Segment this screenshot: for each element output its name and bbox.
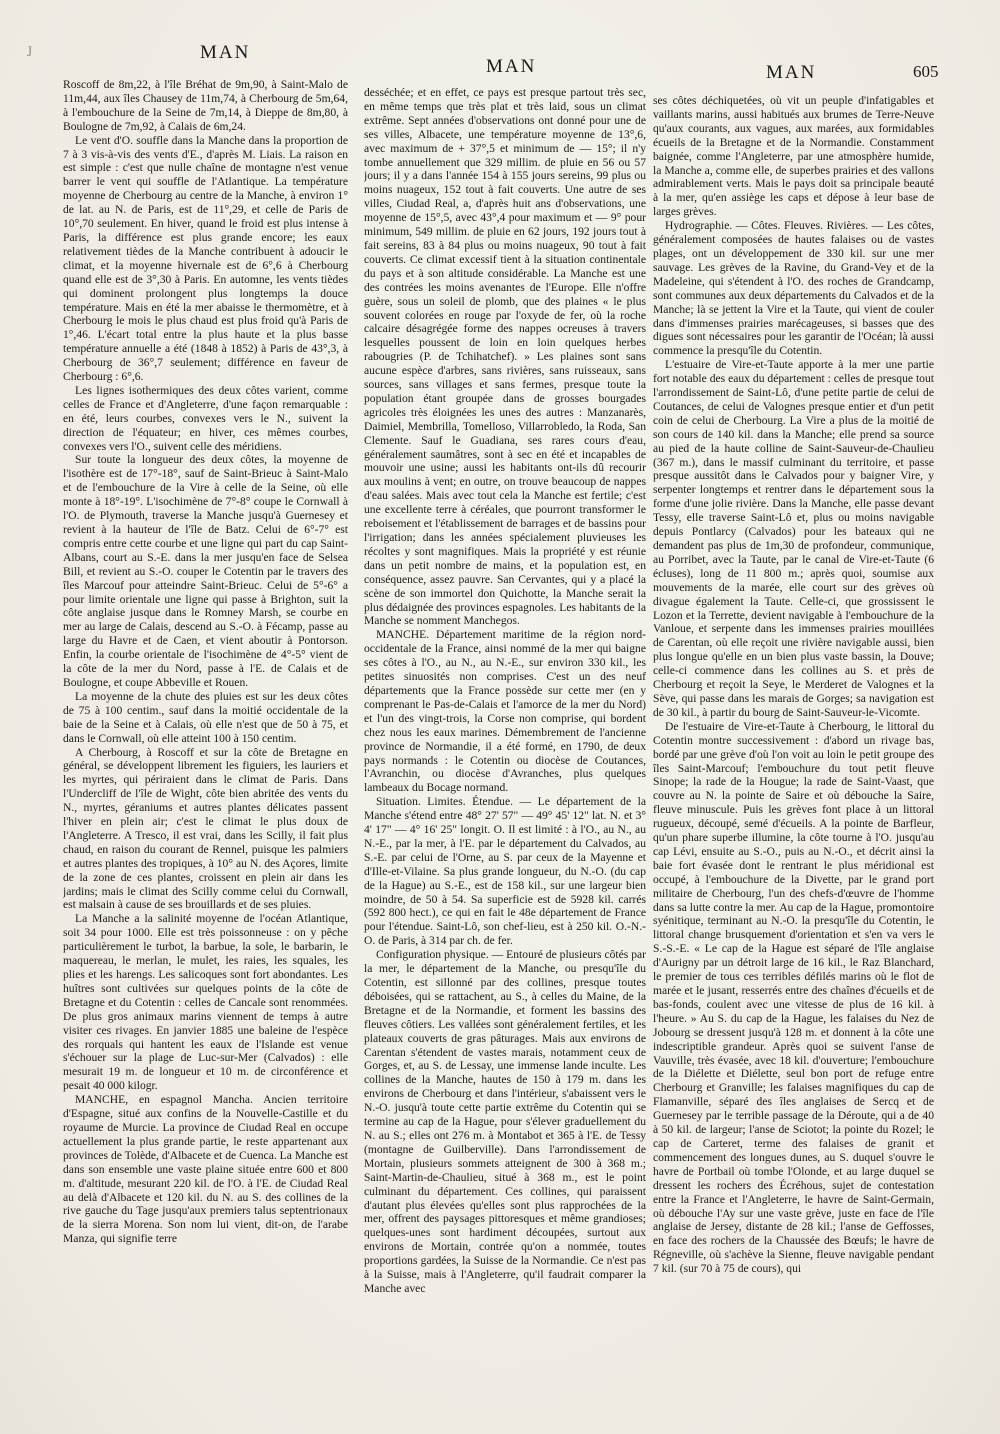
text-column-2 [364,86,646,1396]
paragraph: Sur toute la longueur des deux côtes, la moyenne de l'isothère est de 17°-18°, sauf de Saint-Brieuc à Saint-Malo et de l'embouchure de la Vire à celle de la Seine, où elle monte à 18°-19°. L'isochimène de 7°-8° coupe le Cornwall à l'O. de Plymouth, traverse la Manche jusqu'à Guernesey et revient à la hauteur de l'île de Batz. Celui de 6°-7° est compris entre cette courbe et une ligne qui part du cap Saint-Albans, court au S.-E. dans la mer jusqu'en face de Selsea Bill, et revient au S.-O. couper le Cotentin par le travers des îles Marcouf pour atteindre Saint-Brieuc. Celui de 5°-6° a pour limite orientale une ligne qui passe à Brighton, suit la côte anglaise jusque dans le Romney Marsh, se courbe en mer au large de Calais, descend au S.-O. à Fécamp, passe au large du Havre et de Caen, et vient aboutir à Pontorson. Enfin, la courbe orientale de l'isochimène de 4°-5° vient de la côte de la mer du Nord, passe à l'E. de Calais et de Boulogne, et coupe Abbeville et Rouen. [63,453,348,689]
running-head-left: MAN [200,42,251,63]
paragraph: A Cherbourg, à Roscoff et sur la côte de Bretagne en général, se développent librement les figuiers, les lauriers et les myrtes, qui périraient dans le climat de Paris. Dans l'Undercliff de l'île de Wight, côte bien abritée des vents du N., myrtes, géraniums et autres plantes délicates passent l'hiver en plein air; c'est le climat le plus doux de l'Angleterre. A Tresco, il est vrai, dans les Scilly, il fait plus chaud, en raison du courant de Rennel, puisque les palmiers et autres plantes des tropiques, à 10° au N. des Açores, limite de la zone de ces plantes, croissent en plein air dans les jardins; mais le climat des Scilly comme celui du Cornwall, est malsain à cause de ses brouillards et de ses pluies. [63,745,348,912]
paragraph: De l'estuaire de Vire-et-Taute à Cherbourg, le littoral du Cotentin montre successivement : d'abord un rivage bas, bordé par une grève d'où l'on voit au loin le petit groupe des îles Saint-Marcouf; l'embouchure du tout petit fleuve Sinope; la rade de la Hougue; la rade de Saint-Vaast, que couvre au N. la pointe de Saire et où débouche la Saire, fleuve minuscule. Puis les grèves font place à un littoral rugueux, découpé, semé d'écueils. A la pointe de Barfleur, qu'un phare superbe illumine, la côte tourne à l'O. jusqu'au cap Lévi, ensuite au S.-O., puis au N.-O., et décrit ainsi la baie fort évasée dont le rentrant le plus méridional est occupé, à l'embouchure de la Divette, par le grand port militaire de Cherbourg, l'un des chefs-d'œuvre de l'homme dans sa lutte contre la mer. Au cap de la Hague, promontoire syénitique, terminant au N.-O. la presqu'île du Cotentin, le littoral change brusquement d'orientation et s'en va vers le S.-S.-E. « Le cap de la Hague est séparé de l'île anglaise d'Aurigny par un détroit large de 16 kil., le Raz Blanchard, le premier de tous ces terribles défilés marins où le flot de marée et le jusant, resserrés entre des chaînes d'écueils et de bas-fonds, coulent avec une vitesse de plus de 16 kil. à l'heure. » Au S. du cap de la Hague, les falaises du Nez de Jobourg se dressent jusqu'à 128 m. et donnent à la côte une indescriptible grandeur. Après quoi se suivent l'anse de Vauville, très évasée, avec 18 kil. d'ouverture; l'embouchure de la Diélette et Diélette, seul bon port de refuge entre Cherbourg et Granville; les falaises magnifiques du cap de Flamanville, séparé des îles anglaises de Sercq et de Guernesey par le terrible passage de la Déroute, qui a de 40 à 50 kil. de largeur; l'anse de Sciotot; la pointe du Rozel; le cap de Carteret, terme des falaises de granit et commencement des longues dunes, au S. duquel s'ouvre le havre de Portbail où tombe l'Olonde, et au large duquel se dressent les rochers des Écréhous, sujet de contestation entre la France et l'Angleterre, le havre de Saint-Germain, où débouche l'Ay sur une vaste grève, juste en face de l'île anglaise de Jersey, distante de 28 kil.; l'anse de Geffosses, en face des rochers de la Chaussée des Bœufs; le havre de Régneville, où s'achève la Sienne, fleuve navigable pendant 7 kil. (sur 70 à 75 de cours), qui [653,719,934,1276]
running-head-center: MAN [486,56,537,77]
paragraph: Les lignes isothermiques des deux côtes varient, comme celles de France et d'Angleterre, d'une façon remarquable : en été, leurs courbes, convexes vers le N., suivent la direction de l'équateur; en hiver, ces mêmes courbes, convexes vers l'O., suivent celle des méridiens. [63,383,348,453]
paragraph: desséchée; et en effet, ce pays est presque partout très sec, en même temps que très plat et très laid, sous un climat extrême. Sept années d'observations ont donné pour une de ses villes, Albacete, une température moyenne de 13°,6, avec maximum de + 37°,5 et minimum de — 15°; il n'y tombe annuellement que 329 millim. de pluie en 56 ou 57 jours; il y a dans l'année 154 à 155 jours sereins, 99 plus ou moins nuageux, 152 tout à fait couverts. Une autre de ses villes, Ciudad Real, a, d'après huit ans d'observations, une moyenne de 15°,5, avec 43°,4 pour maximum et — 9° pour minimum, 549 millim. de pluie en 62 jours, 192 jours tout à fait sereins, 83 à 84 plus ou moins nuageux, 90 tout à fait couverts. Ce climat excessif tient à la situation continentale du pays et à son altitude considérable. La Manche est une des contrées les moins avenantes de l'Europe. Elle n'offre guère, sous un soleil de plomb, que des plaines « le plus souvent colorées en rouge par l'oxyde de fer, où la roche calcaire désagrégée forme des nappes ocreuses à travers lesquelles poussent de loin en loin quelques herbes rabougries (P. de Tchihatchef). » Les plaines sont sans aucune espèce d'arbres, sans rivières, sans ruisseaux, sans sources, sans villages et sans fermes, presque toute la population étant groupée dans de grosses bourgades agricoles très éloignées les unes des autres : Manzanarès, Daimiel, Membrilla, Tomelloso, Villarrobledo, la Roda, San Clemente. Sauf le Guadiana, ses rares cours d'eau, généralement saumâtres, sont à sec en été et incapables de mouvoir une usine; aussi les habitants ont-ils dû recourir aux moulins à vent; en outre, on trouve beaucoup de nappes d'eau salées. Mais avec tout cela la Manche est fertile; c'est une excellente terre à céréales, que pourront transformer le reboisement et l'établissement de barrages et de bassins pour l'irrigation; dans les années spécialement pluvieuses les récoltes y sont magnifiques. Mais la propriété y est réunie dans un petit nombre de mains, et la population est, en conséquence, assez pauvre. San Cervantes, qui y a placé la scène de son immortel don Quichotte, la Manche serait la plus dédaignée des provinces espagnoles. Les habitants de la Manche se nomment Manchegos. [364,86,646,628]
section-paragraph: Situation. Limites. Étendue. — Le département de la Manche s'étend entre 48° 27' 57" — 49° 45' 12" lat. N. et 3° 4' 17" — 4° 16' 25" longit. O. Il est limité : à l'O., au N., au N.-E., par la mer, à l'E. par le département du Calvados, au S.-E. par celui de l'Orne, au S. par ceux de la Mayenne et d'Ille-et-Vilaine. Sa plus grande longueur, du N.-O. (du cap de la Hague) au S.-E., est de 158 kil., sur une largeur bien moindre, de 50 à 54. Sa superficie est de 5928 kil. carrés (592 800 hect.), ce qui en fait le 48e département de France pour l'étendue. Saint-Lô, son chef-lieu, est à 250 kil. O.-N.-O. de Paris, à 314 par ch. de fer. [364,795,646,948]
section-paragraph: Hydrographie. — Côtes. Fleuves. Rivières. — Les côtes, généralement composées de hautes falaises ou de vastes plages, ont un développement de 330 kil. sur une mer sauvage. Les grèves de la Ravine, du Grand-Vey et de la Madeleine, qui s'étendent à l'O. des roches de Grandcamp, sont communes aux deux départements du Calvados et de la Manche; là se jettent la Vire et la Taute, qui vient de couler dans d'immenses prairies marécageuses, si basses que des digues sont nécessaires pour les garantir de l'Océan; là aussi commence la presqu'île du Cotentin. [653,219,934,358]
section-paragraph: Configuration physique. — Entouré de plusieurs côtés par la mer, le département de la Manche, ou presqu'île du Cotentin, est sillonné par des collines, presque toutes déboisées, qui se rattachent, au S., à celles du Maine, de la Bretagne et de la Normandie, et forment les bassins des fleuves côtiers. Les vallées sont généralement fertiles, et les plateaux couverts de gras pâturages. Mais aux environs de Carentan s'étendent de vastes marais, notamment ceux de Gorges, et, au S. de Lessay, une immense lande inculte. Les collines de la Manche, hautes de 150 à 179 m. dans les environs de Cherbourg et dans l'intérieur, s'abaissent vers le N.-O. jusqu'à toute cette partie extrême du Cotentin qui se termine au cap de la Hague, pour s'élever graduellement du N. au S.; elles ont 276 m. à Montabot et 365 à l'E. de Tessy (montagne de Guilberville). Dans l'arrondissement de Mortain, plusieurs sommets atteignent de 300 à 368 m.; Saint-Martin-de-Chaulieu, situé à 368 m., est le point culminant du département. Ces collines, qui paraissent d'autant plus élevées qu'elles sont plus rapprochées de la mer, offrent des paysages pittoresques et même grandioses; quelques-unes sont hardiment découpées, surtout aux environs de Mortain, contrée qu'on a nommée, toutes proportions gardées, la Suisse de la Normandie. Ce n'est pas à la Suisse, mais à l'Angleterre, qu'il faudrait comparer la Manche avec [364,948,646,1295]
paragraph: La Manche a la salinité moyenne de l'océan Atlantique, soit 34 pour 1000. Elle est très poissonneuse : on y pêche particulièrement le turbot, la barbue, la sole, le barbarin, le maquereau, le merlan, le mulet, les raies, les squales, les plies et les harengs. Les salicoques sont fort abondantes. Les huîtres sont cultivées sur quelques points de la côte de Bretagne et du Cotentin : celles de Cancale sont renommées. De plus gros animaux marins viennent de temps à autre visiter ces rivages. En janvier 1885 une baleine de l'espèce des rorquals qui hantent les eaux de l'Islande est venue s'échouer sur la plage de Luc-sur-Mer (Calvados) : elle mesurait 19 m. de longueur et 10 m. de circonférence et pesait 40 000 kilogr. [63,912,348,1093]
entry-paragraph: MANCHE, en espagnol Mancha. Ancien territoire d'Espagne, situé aux confins de la Nouvelle-Castille et du royaume de Murcie. La province de Ciudad Real en occupe actuellement la plus grande partie, le reste appartenant aux provinces de Tolède, d'Albacete et de Cuenca. La Manche est dans son ensemble une vaste plaine située entre 600 et 800 m. d'altitude, mesurant 220 kil. de l'O. à l'E. de Ciudad Real au delà d'Albacete et 120 kil. du N. au S. des collines de la rive gauche du Tage jusqu'aux premiers talus septentrionaux de la sierra Morena. Son nom lui vient, dit-on, de l'arabe Manza, qui signifie terre [63,1093,348,1246]
paragraph: L'estuaire de Vire-et-Taute apporte à la mer une partie fort notable des eaux du département : celles de presque tout l'arrondissement de Saint-Lô, d'une petite partie de celui de Coutances, de celui de Valognes presque entier et d'un petit coin de celui de Cherbourg. La Vire a plus de la moitié de son cours de 140 kil. dans la Manche; elle prend sa source au pied de la haute colline de Saint-Sauveur-de-Chaulieu (367 m.), dans le massif culminant du territoire, et passe presque aussitôt dans le Calvados pour y baigner Vire, y serpenter longtemps et rentrer dans le département sous la forme d'une jolie rivière. Dans la Manche, elle passe devant Tessy, elle traverse Saint-Lô et, plus ou moins navigable depuis Pontlarcy (Calvados) pour les bateaux qui ne demandent pas plus de 1m,30 de profondeur, communique, au Porribet, avec la Taute, par le canal de Vire-et-Taute (6 écluses), long de 11 800 m.; après quoi, soumise aux mouvements de la marée, elle court sur des grèves où divague également la Taute. Celle-ci, que grossissent le Lozon et la Terrette, devient navigable à l'embouchure de la Vanloue, et serpente dans les immenses prairies mouillées de Carentan, où elle reçoit une rivière navigable aussi, bien plus longue qu'elle en un bien plus vaste bassin, la Douve; celle-ci commence dans les collines au S. et près de Cherbourg et reçoit la Seye, le Merderet de Valognes et la Sève, qui passe dans les marais de Gorges; sa navigation est de 30 kil., à partir du bourg de Saint-Sauveur-le-Vicomte. [653,358,934,719]
paragraph: La moyenne de la chute des pluies est sur les deux côtes de 75 à 100 centim., sauf dans la moitié occidentale de la baie de la Seine et à Calais, où elle n'est que de 50 à 75, et dans le Cornwall, où elle atteint 100 à 150 centim. [63,689,348,745]
paragraph: Le vent d'O. souffle dans la Manche dans la proportion de 7 à 3 vis-à-vis des vents d'E., d'après M. Liais. La raison en est simple : c'est que nulle chaîne de montagne n'est venue barrer le vent qui souffle de l'Atlantique. La température moyenne de Cherbourg au centre de la Manche, à environ 1° de lat. au N. de Paris, est de 11°,29, et celle de Paris de 10°,70 seulement. En hiver, quand le froid est plus intense à Paris, la différence est plus grande encore; les eaux relativement tièdes de la Manche contribuent à adoucir le climat, et la moyenne hivernale est de 6°,6 à Cherbourg quand elle est de 3°,30 à Paris. En automne, les vents tièdes qui dominent prolongent plus longtemps la douce température. Mais en été la mer abaisse le thermomètre, et à Cherbourg le mois le plus chaud est plus froid qu'à Paris de 1°,46. L'écart total entre la plus haute et la plus basse température annuelle a été (1848 à 1852) à Paris de 43°,3, à Cherbourg de 36°,7 seulement; différence en faveur de Cherbourg : 6°,6. [63,133,348,384]
text-column-3 [653,94,934,1394]
entry-paragraph: MANCHE. Département maritime de la région nord-occidentale de la France, ainsi nommé de la mer qui baigne ses côtes à l'O., au N., au N.-E., sur environ 330 kil., les petites sinuosités non comprises. C'est un des neuf départements que la France possède sur cette mer (en y comprenant le Pas-de-Calais et l'amorce de la mer du Nord) et l'un des vingt-trois, la Corse non comprise, qui bordent chez nous les eaux marines. Démembrement de l'ancienne province de Normandie, il a été formé, en 1790, de deux pays normands : le Cotentin ou diocèse de Coutances, l'Avranchin, ou diocèse d'Avranches, plus quelques lambeaux du Bocage normand. [364,628,646,795]
paragraph: Roscoff de 8m,22, à l'île Bréhat de 9m,90, à Saint-Malo de 11m,44, aux îles Chausey de 11m,74, à Cherbourg de 5m,64, à l'embouchure de la Seine de 7m,14, à Dieppe de 8m,80, à Boulogne de 7m,92, à Calais de 6m,24. [63,78,348,133]
page-number: 605 [913,62,939,81]
running-head-right: MAN [766,62,817,83]
paragraph: ses côtes déchiquetées, où vit un peuple d'infatigables et vaillants marins, aussi habitués aux brumes de Terre-Neuve qu'aux courants, aux vagues, aux marées, aux formidables écueils de la Bretagne et de la Normandie. Constamment baignée, comme l'Angleterre, par une atmosphère humide, la Manche a, comme elle, de superbes prairies et des vallons admirablement verts. Mais le pays doit sa principale beauté à la mer, qu'en assiège les caps et dépose à leur base de larges grèves. [653,94,934,219]
edge-mark: J [28,46,33,57]
text-column-1 [63,78,348,1398]
